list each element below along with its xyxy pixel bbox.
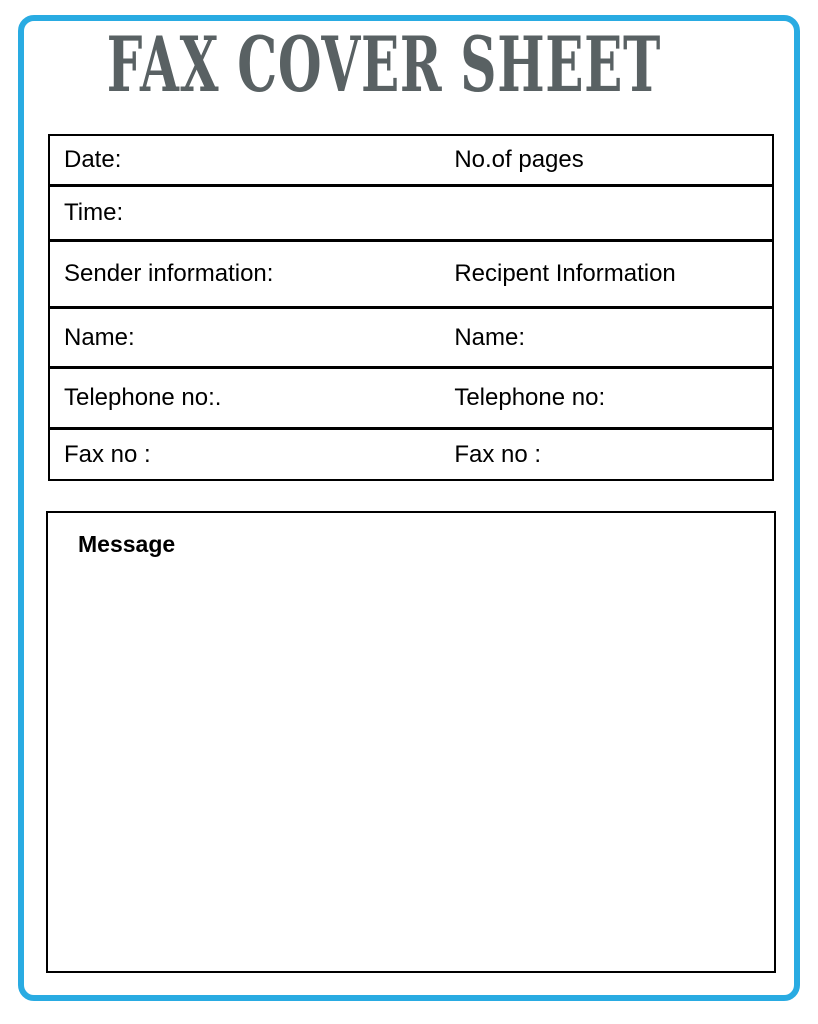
table-row-telephone xyxy=(50,369,772,430)
page-title: FAX COVER SHEET xyxy=(106,20,662,109)
sender-telephone-label: Telephone no:. xyxy=(64,384,222,411)
sender-info-label: Sender information: xyxy=(64,260,274,287)
date-label: Date: xyxy=(64,146,122,173)
fax-info-table xyxy=(48,134,774,481)
table-row-time xyxy=(50,187,772,242)
recipient-name-label: Name: xyxy=(454,323,525,351)
sender-fax-label: Fax no : xyxy=(64,440,151,468)
message-box xyxy=(46,511,776,973)
time-label: Time: xyxy=(64,199,124,226)
table-row-date xyxy=(50,136,772,187)
sender-name-label: Name: xyxy=(64,323,135,351)
recipient-telephone-label: Telephone no: xyxy=(454,384,606,411)
title-wrap xyxy=(0,0,818,109)
recipient-fax-label: Fax no : xyxy=(454,440,542,468)
table-row-name xyxy=(50,309,772,369)
recipient-info-label: Recipent Information xyxy=(454,260,676,287)
table-row-fax xyxy=(50,430,772,479)
message-label: Message xyxy=(78,531,176,557)
table-row-sender-recipient xyxy=(50,242,772,309)
pages-label: No.of pages xyxy=(454,146,584,173)
